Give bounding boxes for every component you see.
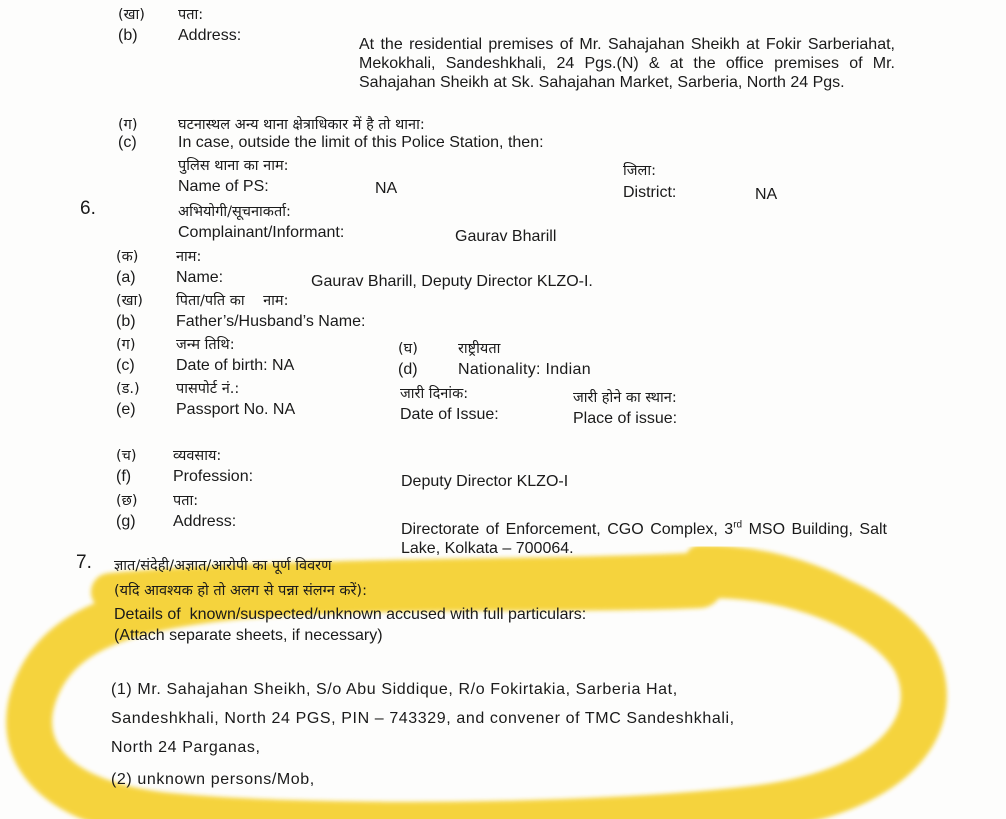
value-address-6-sup: rd	[733, 519, 743, 531]
label-address-6: Address:	[173, 513, 237, 530]
label-accused: Details of known/suspected/unknown accused with full particulars:	[114, 606, 587, 623]
marker-cha: (च)	[116, 448, 137, 464]
label-profession: Profession:	[173, 468, 254, 485]
value-complainant: Gaurav Bharill	[455, 228, 557, 245]
marker-ga: (ग)	[118, 117, 138, 133]
marker-b-6: (b)	[116, 313, 136, 330]
label-issue-place: Place of issue:	[573, 410, 678, 427]
marker-gha: (घ)	[398, 341, 418, 357]
label-father-name-hi: पिता/पति का नाम:	[176, 293, 289, 309]
label-accused-hi: ज्ञात/संदेही/अज्ञात/आरोपी का पूर्ण विवरण	[114, 558, 332, 574]
section-7-number: 7.	[76, 552, 92, 573]
label-passport-hi: पासपोर्ट नं.:	[176, 381, 240, 397]
label-ps-name-hi: पुलिस थाना का नाम:	[178, 158, 289, 174]
label-issue-date: Date of Issue:	[400, 406, 499, 423]
marker-ga-6: (ग)	[116, 337, 136, 353]
marker-c: (c)	[118, 134, 137, 151]
value-address-6-part2: MSO Building, Salt Lake, Kolkata – 700064.	[401, 521, 887, 557]
label-outside-limit: In case, outside the limit of this Police Station, then:	[178, 134, 544, 151]
marker-da: (ड.)	[116, 381, 140, 397]
value-ps-name: NA	[375, 180, 398, 197]
value-address-6-part1: Directorate of Enforcement, CGO Complex, 3	[401, 521, 734, 538]
value-profession: Deputy Director KLZO-I	[401, 473, 569, 490]
label-ps-name: Name of PS:	[178, 178, 269, 195]
label-complainant: Complainant/Informant:	[178, 224, 345, 241]
marker-c-6: (c)	[116, 357, 135, 374]
accused-line-2: Sandeshkhali, North 24 PGS, PIN – 743329, and convener of TMC Sandeshkhali,	[111, 710, 735, 727]
marker-f: (f)	[116, 468, 132, 485]
label-nationality: Nationality: Indian	[458, 361, 591, 378]
label-profession-hi: व्यवसाय:	[173, 448, 222, 464]
label-nationality-hi: राष्ट्रीयता	[458, 341, 501, 357]
label-dob-hi: जन्म तिथि:	[176, 337, 235, 353]
label-outside-limit-hi: घटनास्थल अन्य थाना क्षेत्राधिकार में है तो थाना:	[178, 117, 425, 133]
value-district: NA	[755, 186, 778, 203]
label-name-hi: नाम:	[176, 249, 202, 265]
marker-chha: (छ)	[116, 493, 138, 509]
label-complainant-hi: अभियोगी/सूचनाकर्ता:	[178, 204, 291, 220]
accused-line-3: North 24 Parganas,	[111, 739, 261, 756]
value-name: Gaurav Bharill, Deputy Director KLZO-I.	[311, 273, 593, 290]
label-address-hi-6: पता:	[173, 493, 199, 509]
marker-a: (a)	[116, 269, 136, 286]
marker-kha: (खा)	[118, 7, 145, 23]
label-district: District:	[623, 184, 677, 201]
label-father-name: Father’s/Husband’s Name:	[176, 313, 366, 330]
label-passport: Passport No. NA	[176, 401, 296, 418]
accused-line-1: (1) Mr. Sahajahan Sheikh, S/o Abu Siddique, R/o Fokirtakia, Sarberia Hat,	[111, 681, 678, 698]
accused-line-4: (2) unknown persons/Mob,	[111, 771, 315, 788]
label-address-hi: पता:	[178, 7, 204, 23]
note-accused: (Attach separate sheets, if necessary)	[114, 627, 383, 644]
label-issue-place-hi: जारी होने का स्थान:	[573, 390, 677, 406]
marker-kha-6: (खा)	[116, 293, 143, 309]
label-issue-date-hi: जारी दिनांक:	[400, 386, 469, 402]
note-accused-hi: (यदि आवश्यक हो तो अलग से पन्ना संलग्न करें):	[114, 583, 367, 599]
marker-d: (d)	[398, 361, 418, 378]
value-address-6	[401, 520, 887, 558]
marker-g: (g)	[116, 513, 136, 530]
label-dob: Date of birth: NA	[176, 357, 295, 374]
marker-ka: (क)	[116, 249, 139, 265]
section-6-number: 6.	[80, 198, 96, 219]
value-incident-address: At the residential premises of Mr. Sahajahan Sheikh at Fokir Sarberiahat, Mekokhali, Sandeshkhali, 24 Pgs.(N) & at the office premises of Mr. Sahajahan Sheikh at Sk. Sahajahan Market, Sarberia, North 24 Pgs.	[359, 36, 895, 91]
label-district-hi: जिला:	[623, 163, 656, 179]
marker-b: (b)	[118, 27, 138, 44]
label-name: Name:	[176, 269, 224, 286]
marker-e: (e)	[116, 401, 136, 418]
label-address: Address:	[178, 27, 242, 44]
